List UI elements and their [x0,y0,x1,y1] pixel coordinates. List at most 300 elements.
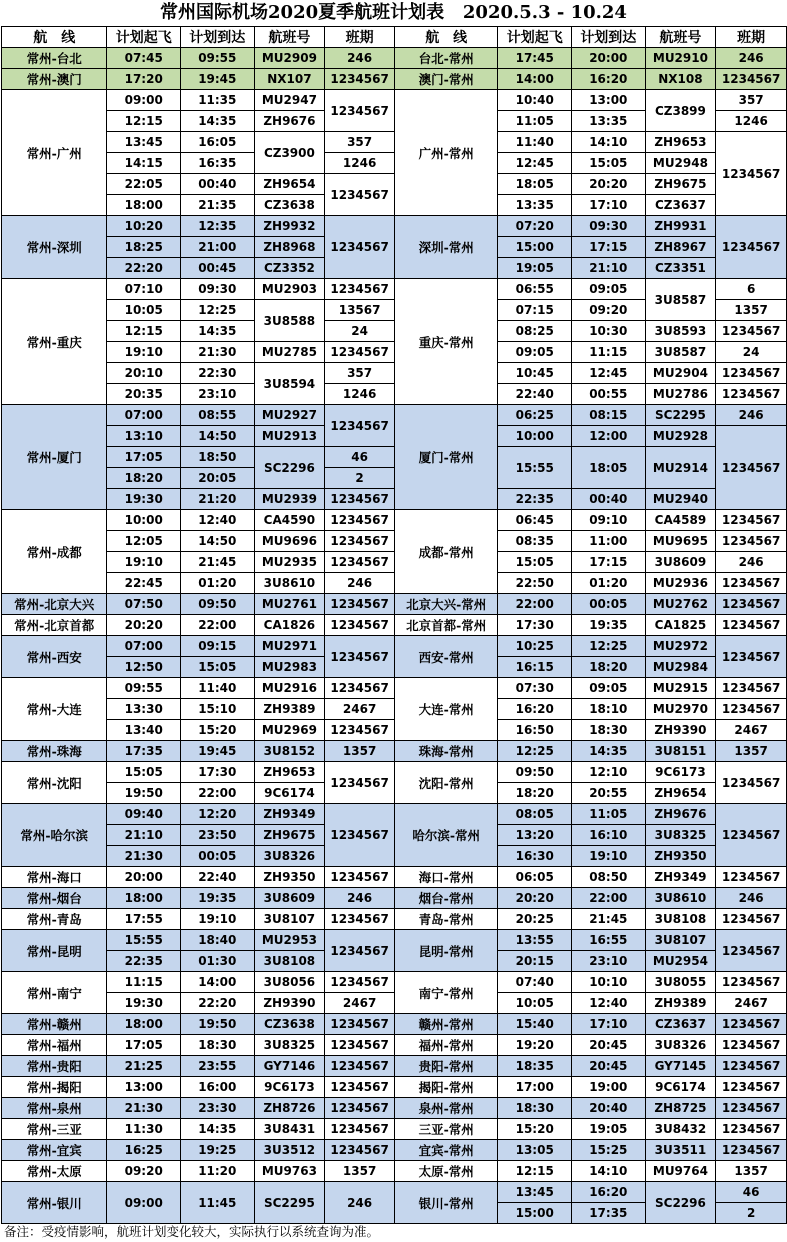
schedule-days-cell: 1234567 [325,615,395,636]
arrival-time-cell: 19:10 [181,909,255,930]
departure-time-cell: 15:20 [498,1119,572,1140]
schedule-days-cell: 1234567 [325,720,395,741]
flight-number-cell: MU9764 [645,1161,716,1182]
arrival-time-cell: 08:15 [572,405,646,426]
departure-time-cell: 19:30 [107,489,181,510]
table-row [2,867,787,888]
route-cell: 北京大兴-常州 [394,594,497,615]
departure-time-cell: 14:00 [498,69,572,90]
flight-number-cell: MU2928 [645,426,716,447]
departure-time-cell: 11:40 [498,132,572,153]
schedule-days-cell: 246 [325,1182,395,1224]
departure-time-cell: 12:05 [107,531,181,552]
table-row [2,1056,787,1077]
departure-time-cell: 13:35 [498,195,572,216]
departure-time-cell: 14:15 [107,153,181,174]
flight-number-cell: SC2296 [254,447,325,489]
arrival-time-cell: 21:20 [181,489,255,510]
departure-time-cell: 21:10 [107,825,181,846]
schedule-days-cell: 1234567 [325,279,395,300]
header-route-out: 航 线 [2,27,107,48]
schedule-days-cell: 1234567 [325,216,395,279]
flight-number-cell: MU2935 [254,552,325,573]
flight-number-cell: MU2972 [645,636,716,657]
flight-number-cell: ZH9349 [254,804,325,825]
route-cell: 常州-澳门 [2,69,107,90]
arrival-time-cell: 09:30 [572,216,646,237]
route-cell: 大连-常州 [394,678,497,741]
schedule-days-cell: 1234567 [325,909,395,930]
arrival-time-cell: 00:40 [572,489,646,510]
departure-time-cell: 19:20 [498,1035,572,1056]
flight-number-cell: ZH9676 [645,804,716,825]
route-cell: 哈尔滨-常州 [394,804,497,867]
departure-time-cell: 13:00 [107,1077,181,1098]
arrival-time-cell: 17:35 [572,1203,646,1224]
table-row [2,594,787,615]
arrival-time-cell: 18:40 [181,930,255,951]
arrival-time-cell: 12:25 [181,300,255,321]
table-row [2,342,787,363]
departure-time-cell: 22:35 [498,489,572,510]
arrival-time-cell: 08:50 [572,867,646,888]
schedule-days-cell: 1234567 [325,90,395,132]
departure-time-cell: 09:00 [107,1182,181,1224]
arrival-time-cell: 12:00 [572,426,646,447]
route-cell: 常州-深圳 [2,216,107,279]
departure-time-cell: 17:05 [107,447,181,468]
flight-number-cell: MU2983 [254,657,325,678]
schedule-days-cell: 1234567 [325,762,395,804]
route-cell: 广州-常州 [394,90,497,216]
route-cell: 昆明-常州 [394,930,497,972]
arrival-time-cell: 20:45 [572,1056,646,1077]
arrival-time-cell: 01:20 [572,573,646,594]
route-cell: 海口-常州 [394,867,497,888]
arrival-time-cell: 18:05 [572,447,646,489]
header-days-in: 班期 [716,27,787,48]
flight-number-cell: ZH9389 [254,699,325,720]
flight-number-cell: 3U8326 [645,1035,716,1056]
departure-time-cell: 12:50 [107,657,181,678]
route-cell: 常州-北京大兴 [2,594,107,615]
departure-time-cell: 07:10 [107,279,181,300]
schedule-days-cell: 1234567 [716,972,787,993]
departure-time-cell: 16:20 [498,699,572,720]
header-arr-in: 计划到达 [572,27,646,48]
arrival-time-cell: 20:20 [572,174,646,195]
arrival-time-cell: 23:50 [181,825,255,846]
departure-time-cell: 06:45 [498,510,572,531]
arrival-time-cell: 16:20 [572,1182,646,1203]
arrival-time-cell: 23:55 [181,1056,255,1077]
arrival-time-cell: 18:30 [181,1035,255,1056]
departure-time-cell: 07:40 [498,972,572,993]
schedule-days-cell: 246 [716,552,787,573]
table-row [2,1035,787,1056]
flight-number-cell: 3U3512 [254,1140,325,1161]
table-header [2,27,787,48]
departure-time-cell: 17:45 [498,48,572,69]
departure-time-cell: 12:15 [107,111,181,132]
flight-schedule-table [1,26,787,1224]
departure-time-cell: 15:00 [498,237,572,258]
schedule-days-cell: 246 [325,888,395,909]
arrival-time-cell: 19:00 [572,1077,646,1098]
flight-number-cell: ZH9654 [254,174,325,195]
departure-time-cell: 13:55 [498,930,572,951]
schedule-days-cell: 1234567 [716,1077,787,1098]
arrival-time-cell: 21:00 [181,237,255,258]
flight-number-cell: GY7146 [254,1056,325,1077]
table-row [2,1140,787,1161]
flight-number-cell: 3U8107 [254,909,325,930]
schedule-days-cell: 1234567 [716,594,787,615]
table-row [2,1014,787,1035]
departure-time-cell: 10:45 [498,363,572,384]
route-cell: 常州-厦门 [2,405,107,510]
table-row [2,699,787,720]
route-cell: 北京首都-常州 [394,615,497,636]
route-cell: 常州-宜宾 [2,1140,107,1161]
flight-number-cell: ZH9676 [254,111,325,132]
table-row [2,153,787,174]
schedule-days-cell: 1234567 [716,930,787,972]
schedule-days-cell: 1234567 [716,909,787,930]
flight-number-cell: CZ3637 [645,1014,716,1035]
flight-number-cell: MU2903 [254,279,325,300]
header-flight-out: 航班号 [254,27,325,48]
table-row [2,636,787,657]
flight-number-cell: ZH8726 [254,1098,325,1119]
schedule-days-cell: 1357 [325,1161,395,1182]
arrival-time-cell: 10:10 [572,972,646,993]
schedule-days-cell: 1234567 [716,1119,787,1140]
arrival-time-cell: 13:00 [572,90,646,111]
flight-number-cell: ZH8725 [645,1098,716,1119]
arrival-time-cell: 09:15 [181,636,255,657]
schedule-days-cell: 1234567 [716,804,787,867]
departure-time-cell: 20:25 [498,909,572,930]
departure-time-cell: 09:40 [107,804,181,825]
table-row [2,48,787,69]
arrival-time-cell: 19:25 [181,1140,255,1161]
schedule-days-cell: 1234567 [325,972,395,993]
schedule-days-cell: 1234567 [716,1056,787,1077]
arrival-time-cell: 09:10 [572,510,646,531]
route-cell: 贵阳-常州 [394,1056,497,1077]
departure-time-cell: 11:15 [107,972,181,993]
table-row [2,90,787,111]
departure-time-cell: 20:15 [498,951,572,972]
arrival-time-cell: 21:30 [181,342,255,363]
departure-time-cell: 10:25 [498,636,572,657]
departure-time-cell: 12:15 [107,321,181,342]
schedule-days-cell: 2 [325,468,395,489]
arrival-time-cell: 12:10 [572,762,646,783]
schedule-days-cell: 1234567 [716,1098,787,1119]
table-row [2,804,787,825]
departure-time-cell: 10:05 [107,300,181,321]
flight-number-cell: MU2910 [645,48,716,69]
departure-time-cell: 15:05 [107,762,181,783]
flight-number-cell: ZH9932 [254,216,325,237]
schedule-days-cell: 1234567 [716,678,787,699]
flight-number-cell: 9C6174 [645,1077,716,1098]
flight-number-cell: MU2947 [254,90,325,111]
route-cell: 常州-泉州 [2,1098,107,1119]
route-cell: 泉州-常州 [394,1098,497,1119]
schedule-days-cell: 1234567 [325,804,395,867]
table-row [2,321,787,342]
flight-number-cell: SC2295 [645,405,716,426]
table-row [2,573,787,594]
schedule-days-cell: 1234567 [716,510,787,531]
arrival-time-cell: 09:05 [572,279,646,300]
schedule-days-cell: 1234567 [716,1014,787,1035]
schedule-days-cell: 1234567 [716,384,787,405]
departure-time-cell: 18:00 [107,195,181,216]
arrival-time-cell: 09:55 [181,48,255,69]
departure-time-cell: 15:55 [107,930,181,951]
arrival-time-cell: 19:50 [181,1014,255,1035]
flight-number-cell: CZ3638 [254,195,325,216]
flight-number-cell: MU2940 [645,489,716,510]
departure-time-cell: 15:55 [498,447,572,489]
arrival-time-cell: 14:35 [181,111,255,132]
schedule-days-cell: 1234567 [325,678,395,699]
flight-number-cell: 3U8587 [645,279,716,321]
departure-time-cell: 10:05 [498,993,572,1014]
route-cell: 常州-赣州 [2,1014,107,1035]
departure-time-cell: 21:25 [107,1056,181,1077]
departure-time-cell: 10:00 [498,426,572,447]
departure-time-cell: 16:30 [498,846,572,867]
flight-number-cell: CA4589 [645,510,716,531]
arrival-time-cell: 12:40 [181,510,255,531]
schedule-days-cell: 1234567 [716,699,787,720]
departure-time-cell: 16:15 [498,657,572,678]
flight-number-cell: MU2936 [645,573,716,594]
flight-number-cell: 3U3511 [645,1140,716,1161]
flight-number-cell: ZH8968 [254,237,325,258]
departure-time-cell: 09:50 [498,762,572,783]
flight-number-cell: MU2915 [645,678,716,699]
schedule-days-cell: 357 [716,90,787,111]
flight-number-cell: ZH9653 [645,132,716,153]
departure-time-cell: 16:50 [498,720,572,741]
arrival-time-cell: 20:55 [572,783,646,804]
arrival-time-cell: 12:45 [572,363,646,384]
flight-number-cell: ZH9349 [645,867,716,888]
schedule-days-cell: 1234567 [716,216,787,279]
schedule-days-cell: 1234567 [716,69,787,90]
departure-time-cell: 09:00 [107,90,181,111]
arrival-time-cell: 11:35 [181,90,255,111]
route-cell: 常州-贵阳 [2,1056,107,1077]
schedule-days-cell: 1234567 [325,405,395,447]
header-flight-in: 航班号 [645,27,716,48]
flight-number-cell: MU2953 [254,930,325,951]
departure-time-cell: 19:10 [107,342,181,363]
arrival-time-cell: 19:45 [181,69,255,90]
schedule-days-cell: 1234567 [716,615,787,636]
route-cell: 常州-重庆 [2,279,107,405]
arrival-time-cell: 16:00 [181,1077,255,1098]
schedule-days-cell: 246 [325,573,395,594]
arrival-time-cell: 20:05 [181,468,255,489]
schedule-days-cell: 2467 [325,993,395,1014]
schedule-days-cell: 1234567 [716,426,787,510]
arrival-time-cell: 16:10 [572,825,646,846]
table-row [2,741,787,762]
table-row [2,531,787,552]
departure-time-cell: 15:00 [498,1203,572,1224]
schedule-days-cell: 1357 [716,1161,787,1182]
route-cell: 成都-常州 [394,510,497,594]
route-cell: 银川-常州 [394,1182,497,1224]
departure-time-cell: 10:00 [107,510,181,531]
route-cell: 常州-沈阳 [2,762,107,804]
departure-time-cell: 15:05 [498,552,572,573]
arrival-time-cell: 17:30 [181,762,255,783]
arrival-time-cell: 21:45 [572,909,646,930]
route-cell: 珠海-常州 [394,741,497,762]
flight-number-cell: MU2984 [645,657,716,678]
table-row [2,1119,787,1140]
arrival-time-cell: 19:35 [181,888,255,909]
table-row [2,1077,787,1098]
table-body [2,48,787,1224]
arrival-time-cell: 21:45 [181,552,255,573]
departure-time-cell: 13:30 [107,699,181,720]
schedule-days-cell: 24 [716,342,787,363]
schedule-days-cell: 1234567 [325,69,395,90]
departure-time-cell: 06:25 [498,405,572,426]
route-cell: 太原-常州 [394,1161,497,1182]
arrival-time-cell: 18:50 [181,447,255,468]
arrival-time-cell: 23:10 [572,951,646,972]
departure-time-cell: 10:20 [107,216,181,237]
arrival-time-cell: 09:50 [181,594,255,615]
flight-number-cell: MU2916 [254,678,325,699]
schedule-days-cell: 357 [325,363,395,384]
table-row [2,762,787,783]
route-cell: 南宁-常州 [394,972,497,1014]
table-row [2,1161,787,1182]
flight-number-cell: CZ3899 [645,90,716,132]
departure-time-cell: 07:30 [498,678,572,699]
flight-number-cell: 3U8593 [645,321,716,342]
arrival-time-cell: 12:35 [181,216,255,237]
schedule-days-cell: 2467 [716,720,787,741]
arrival-time-cell: 22:00 [181,783,255,804]
flight-number-cell: MU2948 [645,153,716,174]
departure-time-cell: 08:05 [498,804,572,825]
arrival-time-cell: 14:35 [181,321,255,342]
schedule-days-cell: 13567 [325,300,395,321]
arrival-time-cell: 00:05 [181,846,255,867]
flight-number-cell: ZH9390 [645,720,716,741]
arrival-time-cell: 17:10 [572,1014,646,1035]
departure-time-cell: 16:25 [107,1140,181,1161]
departure-time-cell: 21:30 [107,846,181,867]
flight-number-cell: CA1825 [645,615,716,636]
table-row [2,384,787,405]
flight-number-cell: 9C6174 [254,783,325,804]
header-days-out: 班期 [325,27,395,48]
flight-number-cell: 3U8431 [254,1119,325,1140]
flight-number-cell: 3U8609 [645,552,716,573]
flight-number-cell: 3U8108 [645,909,716,930]
table-row [2,132,787,153]
table-row [2,720,787,741]
flight-number-cell: 3U8152 [254,741,325,762]
arrival-time-cell: 15:25 [572,1140,646,1161]
departure-time-cell: 07:50 [107,594,181,615]
flight-number-cell: 3U8326 [254,846,325,867]
schedule-days-cell: 1234567 [325,489,395,510]
schedule-days-cell: 1246 [325,384,395,405]
arrival-time-cell: 17:15 [572,237,646,258]
flight-number-cell: MU2927 [254,405,325,426]
header-route-in: 航 线 [394,27,497,48]
arrival-time-cell: 19:05 [572,1119,646,1140]
header-dep-out: 计划起飞 [107,27,181,48]
flight-number-cell: 3U8056 [254,972,325,993]
flight-number-cell: 3U8610 [645,888,716,909]
flight-number-cell: MU2904 [645,363,716,384]
flight-number-cell: 3U8107 [645,930,716,951]
route-cell: 澳门-常州 [394,69,497,90]
departure-time-cell: 12:45 [498,153,572,174]
departure-time-cell: 22:35 [107,951,181,972]
route-cell: 赣州-常州 [394,1014,497,1035]
flight-number-cell: CA4590 [254,510,325,531]
departure-time-cell: 20:10 [107,363,181,384]
schedule-days-cell: 1234567 [325,1098,395,1119]
route-cell: 揭阳-常州 [394,1077,497,1098]
arrival-time-cell: 12:40 [572,993,646,1014]
route-cell: 常州-银川 [2,1182,107,1224]
arrival-time-cell: 10:30 [572,321,646,342]
route-cell: 厦门-常州 [394,405,497,510]
flight-number-cell: MU2969 [254,720,325,741]
flight-number-cell: MU2971 [254,636,325,657]
route-cell: 常州-广州 [2,90,107,216]
departure-time-cell: 06:55 [498,279,572,300]
route-cell: 常州-福州 [2,1035,107,1056]
table-row [2,174,787,195]
schedule-days-cell: 1234567 [716,573,787,594]
arrival-time-cell: 21:10 [572,258,646,279]
flight-number-cell: 3U8609 [254,888,325,909]
departure-time-cell: 18:00 [107,888,181,909]
flight-number-cell: 3U8432 [645,1119,716,1140]
departure-time-cell: 17:30 [498,615,572,636]
arrival-time-cell: 17:15 [572,552,646,573]
flight-number-cell: ZH8967 [645,237,716,258]
arrival-time-cell: 11:15 [572,342,646,363]
route-cell: 常州-大连 [2,678,107,741]
flight-number-cell: MU2762 [645,594,716,615]
table-row [2,888,787,909]
table-row [2,489,787,510]
departure-time-cell: 19:50 [107,783,181,804]
departure-time-cell: 18:05 [498,174,572,195]
schedule-days-cell: 1234567 [716,321,787,342]
schedule-days-cell: 1234567 [716,531,787,552]
